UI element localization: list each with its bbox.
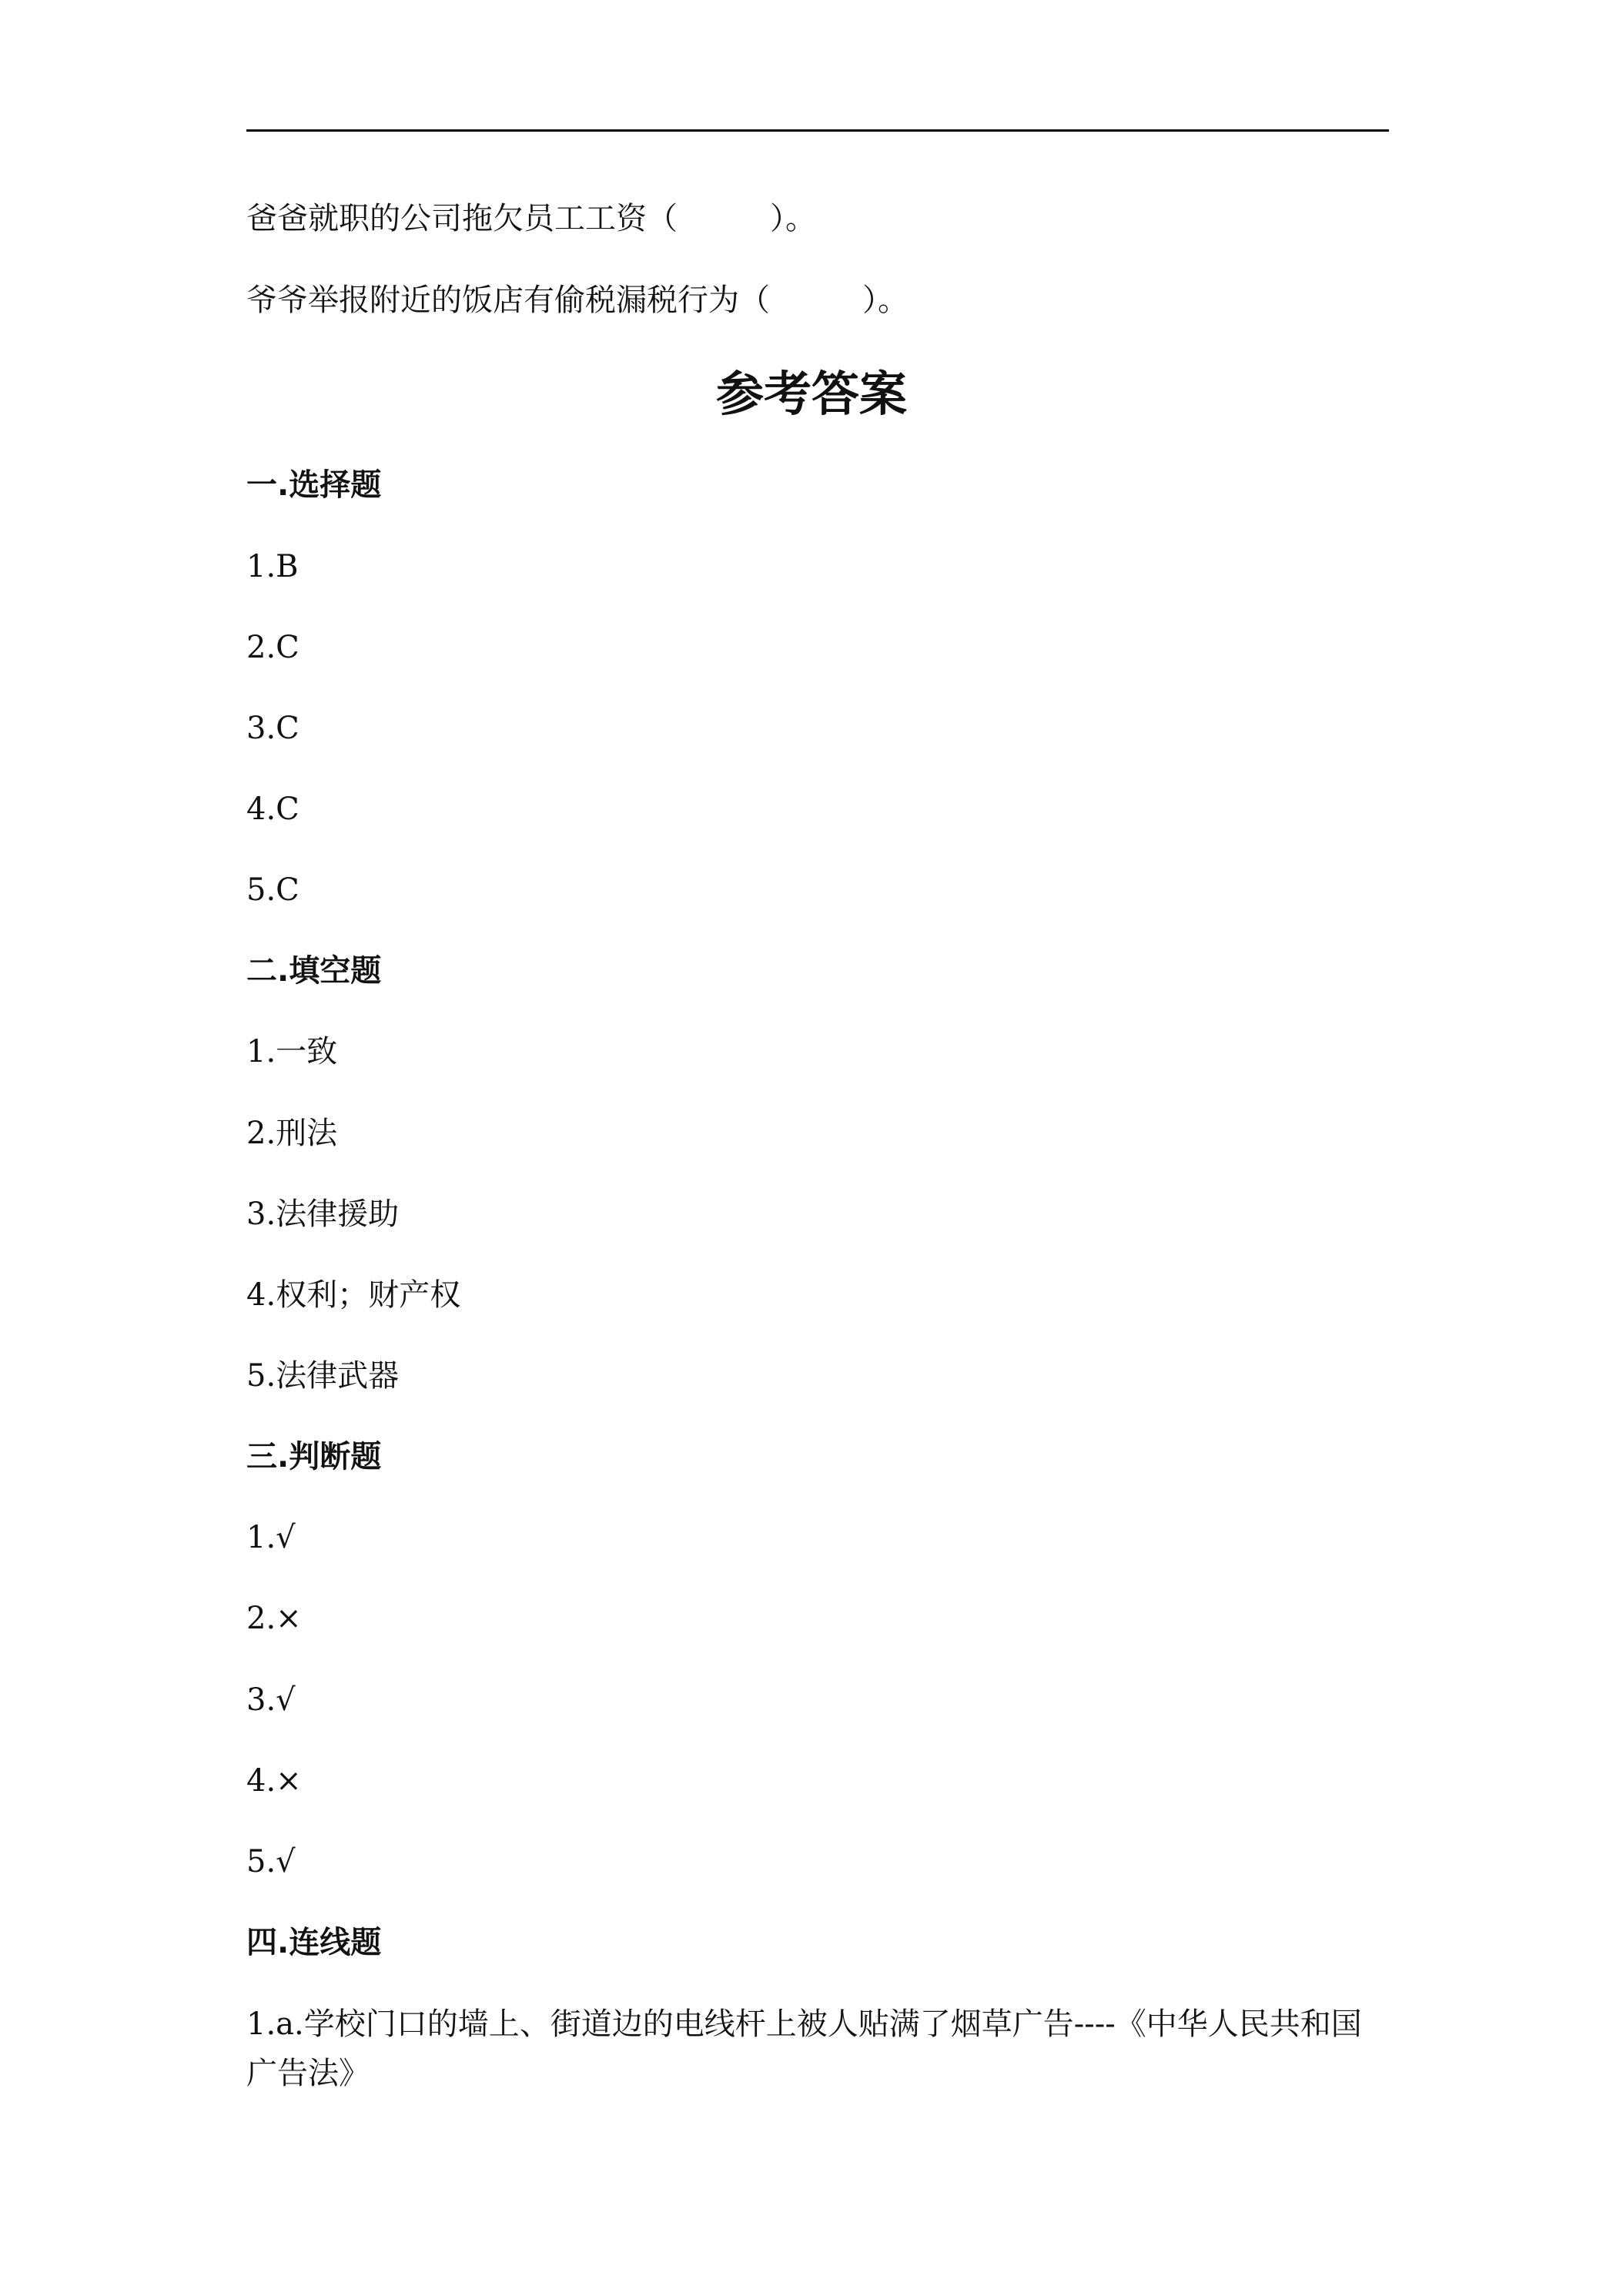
answer-title: 参考答案 — [715, 366, 907, 422]
answer-item: 2.× — [246, 1601, 302, 1636]
answer-item: 1.一致 — [246, 1034, 338, 1069]
answer-item: 4.C — [246, 792, 300, 827]
section-heading-match: 四.连线题 — [246, 1925, 382, 1960]
answer-item: 5.法律武器 — [246, 1358, 400, 1394]
header-divider — [246, 129, 1389, 132]
section-heading-choice: 一.选择题 — [246, 467, 382, 503]
answer-item: 1.a.学校门口的墙上、街道边的电线杆上被人贴满了烟草广告----《中华人民共和国广告法》 — [246, 2006, 1362, 2091]
answer-item: 1.√ — [246, 1520, 296, 1555]
answer-item: 1.B — [246, 549, 299, 584]
answer-item: 2.刑法 — [246, 1116, 338, 1151]
answer-item: 3.法律援助 — [246, 1197, 400, 1232]
answer-item: 3.√ — [246, 1682, 296, 1718]
answer-item: 2.C — [246, 630, 300, 665]
answer-item: 3.C — [246, 711, 300, 746]
question-line: 爷爷举报附近的饭店有偷税漏税行为（ ）。 — [246, 283, 909, 318]
answer-item: 5.√ — [246, 1844, 296, 1879]
section-heading-fill: 二.填空题 — [246, 953, 382, 989]
section-heading-judge: 三.判断题 — [246, 1439, 382, 1474]
answer-item: 5.C — [246, 872, 300, 908]
answer-item: 4.权利；财产权 — [246, 1277, 461, 1313]
answer-item: 4.× — [246, 1763, 302, 1799]
question-line: 爸爸就职的公司拖欠员工工资（ ）。 — [246, 201, 816, 236]
